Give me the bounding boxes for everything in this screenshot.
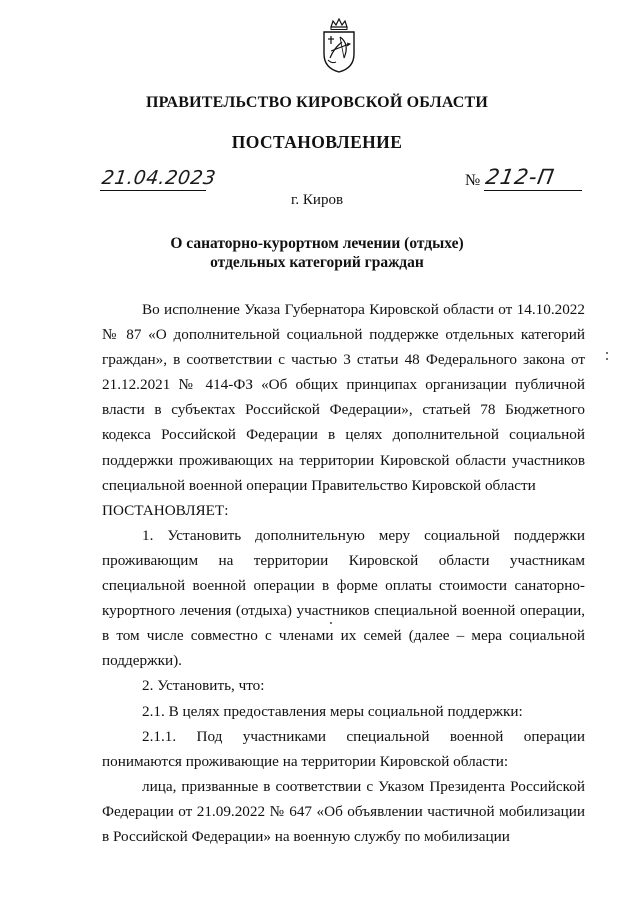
organization-name: ПРАВИТЕЛЬСТВО КИРОВСКОЙ ОБЛАСТИ	[145, 94, 489, 111]
number-underline	[484, 190, 582, 191]
paragraph-item-1: 1. Установить дополнительную меру социальной поддержки проживающим на территории Кировской области участникам специальной военной операции в форме оплаты стоимости санаторно-курортного лечения (отдыха) участников специальной военной операции, в том числе совместно с членами их семей (далее – мера социальной поддержки).	[102, 526, 585, 670]
document-date: 21.04.2023	[100, 167, 218, 189]
document-title-line-2: отдельных категорий граждан	[210, 254, 424, 271]
number-label: №	[465, 172, 481, 189]
document-type: ПОСТАНОВЛЕНИЕ	[231, 132, 403, 152]
paragraph-preamble: Во исполнение Указа Губернатора Кировской области от 14.10.2022 № 87 «О дополнительной социальной поддержке отдельных категорий граждан», в соответствии с частью 3 статьи 48 Федерального закона от 21.12.2021 № 414-ФЗ «Об общих принципах организации публичной власти в субъектах Российской Федерации», статьей 78 Бюджетного кодекса Российской Федерации в целях дополнительной социальной поддержки проживающих на территории Кировской области участников специальной военной операции Правительство Кировской области	[102, 301, 585, 494]
document-body	[102, 297, 585, 849]
paragraph-resolves: ПОСТАНОВЛЯЕТ:	[102, 501, 229, 519]
city: г. Киров	[290, 192, 344, 208]
date-underline	[100, 190, 206, 191]
document-title	[0, 234, 634, 272]
scan-speck	[330, 622, 332, 624]
document-number: 212-П	[483, 165, 557, 189]
paragraph-item-2-1: 2.1. В целях предоставления меры социальной поддержки:	[142, 702, 523, 720]
scan-speck	[606, 358, 608, 360]
paragraph-mobilized-persons: лица, призванные в соответствии с Указом Президента Российской Федерации от 21.09.2022 № 647 «Об объявлении частичной мобилизации в Российской Федерации» на военную службу по мобилизации	[102, 777, 585, 845]
document-title-line-1: О санаторно-курортном лечении (отдыхе)	[170, 235, 464, 252]
kirov-oblast-coat-of-arms-icon	[318, 18, 360, 74]
scan-speck	[606, 352, 608, 354]
paragraph-item-2-1-1: 2.1.1. Под участниками специальной военной операции понимаются проживающие на территории Кировской области:	[102, 727, 585, 770]
paragraph-item-2: 2. Установить, что:	[142, 677, 265, 695]
